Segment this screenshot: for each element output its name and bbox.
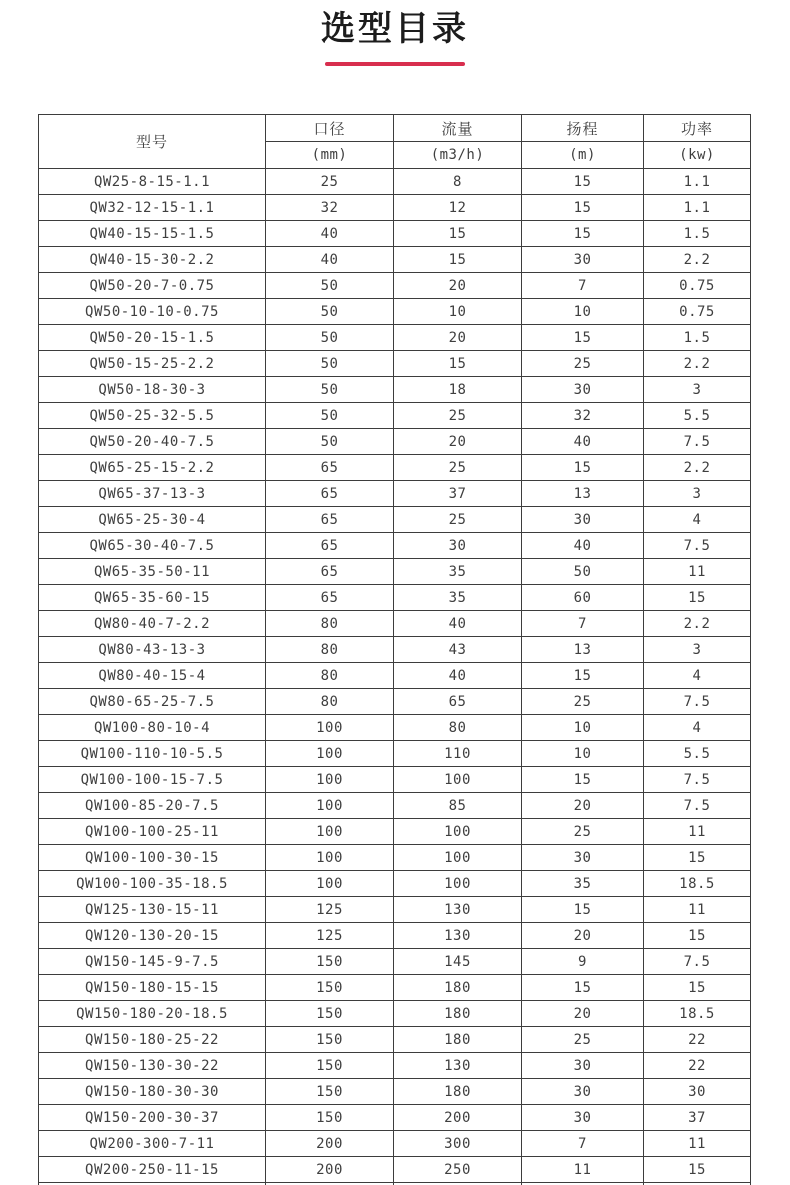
table-row (39, 377, 751, 403)
cell-power: 15 (644, 975, 751, 1001)
cell-head: 9 (522, 949, 644, 975)
cell-flow: 25 (394, 455, 522, 481)
cell-head: 60 (522, 585, 644, 611)
cell-power: 7.5 (644, 533, 751, 559)
cell-flow: 20 (394, 273, 522, 299)
cell-flow: 35 (394, 585, 522, 611)
cell-power: 7.5 (644, 429, 751, 455)
table-row (39, 1157, 751, 1183)
column-header-flow: 流量 (394, 115, 522, 142)
table-row (39, 663, 751, 689)
cell-head: 30 (522, 377, 644, 403)
cell-head: 10 (522, 741, 644, 767)
cell-diameter: 150 (266, 1105, 394, 1131)
table-body (39, 169, 751, 1185)
cell-flow: 35 (394, 559, 522, 585)
cell-flow: 8 (394, 169, 522, 195)
table-row (39, 975, 751, 1001)
cell-flow: 85 (394, 793, 522, 819)
cell-model: QW150-180-30-30 (39, 1079, 266, 1105)
cell-model: QW50-18-30-3 (39, 377, 266, 403)
table-row (39, 897, 751, 923)
cell-model: QW50-25-32-5.5 (39, 403, 266, 429)
table-row (39, 741, 751, 767)
table-row (39, 481, 751, 507)
cell-power: 2.2 (644, 247, 751, 273)
cell-head: 25 (522, 351, 644, 377)
cell-head: 30 (522, 1105, 644, 1131)
cell-model: QW50-20-40-7.5 (39, 429, 266, 455)
cell-power: 1.1 (644, 169, 751, 195)
cell-model: QW50-15-25-2.2 (39, 351, 266, 377)
cell-power: 3 (644, 637, 751, 663)
selection-table (38, 114, 751, 1185)
cell-diameter: 200 (266, 1131, 394, 1157)
cell-model: QW100-110-10-5.5 (39, 741, 266, 767)
cell-diameter: 65 (266, 481, 394, 507)
cell-flow: 180 (394, 975, 522, 1001)
cell-power: 2.2 (644, 611, 751, 637)
cell-model: QW100-100-15-7.5 (39, 767, 266, 793)
cell-head: 25 (522, 689, 644, 715)
cell-flow: 200 (394, 1105, 522, 1131)
cell-diameter: 125 (266, 897, 394, 923)
cell-flow: 15 (394, 247, 522, 273)
cell-model: QW50-10-10-0.75 (39, 299, 266, 325)
cell-power: 15 (644, 923, 751, 949)
cell-flow: 130 (394, 923, 522, 949)
cell-model: QW65-37-13-3 (39, 481, 266, 507)
cell-flow: 40 (394, 663, 522, 689)
cell-head: 30 (522, 1079, 644, 1105)
cell-head: 15 (522, 221, 644, 247)
cell-head: 15 (522, 195, 644, 221)
cell-power: 11 (644, 1131, 751, 1157)
cell-head: 20 (522, 923, 644, 949)
table-header (39, 115, 751, 169)
cell-diameter: 80 (266, 611, 394, 637)
cell-flow: 65 (394, 689, 522, 715)
cell-head: 15 (522, 897, 644, 923)
cell-flow: 20 (394, 325, 522, 351)
cell-power: 2.2 (644, 455, 751, 481)
table-row (39, 611, 751, 637)
table-row (39, 1053, 751, 1079)
cell-diameter: 65 (266, 559, 394, 585)
cell-flow: 25 (394, 507, 522, 533)
cell-diameter: 150 (266, 1079, 394, 1105)
cell-diameter: 100 (266, 767, 394, 793)
cell-model: QW150-130-30-22 (39, 1053, 266, 1079)
cell-power: 22 (644, 1027, 751, 1053)
table-row (39, 1131, 751, 1157)
cell-flow: 43 (394, 637, 522, 663)
table-row (39, 403, 751, 429)
cell-head: 13 (522, 481, 644, 507)
cell-head: 15 (522, 975, 644, 1001)
cell-diameter: 150 (266, 1053, 394, 1079)
cell-model: QW80-43-13-3 (39, 637, 266, 663)
cell-diameter: 50 (266, 351, 394, 377)
table-row (39, 637, 751, 663)
cell-diameter: 80 (266, 637, 394, 663)
cell-diameter: 50 (266, 325, 394, 351)
cell-model: QW150-145-9-7.5 (39, 949, 266, 975)
table-row (39, 767, 751, 793)
cell-diameter: 100 (266, 715, 394, 741)
table-row (39, 247, 751, 273)
header-row-labels (39, 115, 751, 142)
cell-flow: 300 (394, 1131, 522, 1157)
cell-model: QW40-15-30-2.2 (39, 247, 266, 273)
cell-model: QW100-100-25-11 (39, 819, 266, 845)
cell-diameter: 100 (266, 819, 394, 845)
cell-head: 35 (522, 871, 644, 897)
cell-diameter: 25 (266, 169, 394, 195)
cell-diameter: 150 (266, 949, 394, 975)
cell-model: QW200-250-11-15 (39, 1157, 266, 1183)
cell-flow: 100 (394, 767, 522, 793)
cell-diameter: 80 (266, 689, 394, 715)
table-row (39, 533, 751, 559)
cell-flow: 30 (394, 533, 522, 559)
cell-diameter: 40 (266, 221, 394, 247)
cell-power: 2.2 (644, 351, 751, 377)
cell-flow: 80 (394, 715, 522, 741)
cell-flow: 180 (394, 1027, 522, 1053)
table-row (39, 455, 751, 481)
page-title: 选型目录 (321, 9, 469, 49)
cell-diameter: 40 (266, 247, 394, 273)
cell-power: 1.5 (644, 221, 751, 247)
cell-model: QW100-100-30-15 (39, 845, 266, 871)
cell-power: 11 (644, 819, 751, 845)
cell-head: 11 (522, 1157, 644, 1183)
cell-diameter: 100 (266, 741, 394, 767)
cell-model: QW100-85-20-7.5 (39, 793, 266, 819)
cell-flow: 40 (394, 611, 522, 637)
cell-diameter: 65 (266, 585, 394, 611)
cell-flow: 15 (394, 221, 522, 247)
cell-flow: 18 (394, 377, 522, 403)
cell-power: 7.5 (644, 949, 751, 975)
cell-model: QW50-20-7-0.75 (39, 273, 266, 299)
cell-power: 11 (644, 559, 751, 585)
cell-model: QW65-25-30-4 (39, 507, 266, 533)
table-row (39, 429, 751, 455)
title-divider (325, 62, 465, 66)
cell-diameter: 50 (266, 429, 394, 455)
cell-model: QW65-30-40-7.5 (39, 533, 266, 559)
table-row (39, 1001, 751, 1027)
cell-diameter: 100 (266, 793, 394, 819)
cell-power: 18.5 (644, 1001, 751, 1027)
cell-model: QW125-130-15-11 (39, 897, 266, 923)
table-row (39, 871, 751, 897)
cell-model: QW150-180-25-22 (39, 1027, 266, 1053)
cell-head: 15 (522, 325, 644, 351)
cell-head: 7 (522, 273, 644, 299)
table-row (39, 169, 751, 195)
table-row (39, 1105, 751, 1131)
cell-diameter: 50 (266, 377, 394, 403)
cell-head: 15 (522, 455, 644, 481)
cell-model: QW65-25-15-2.2 (39, 455, 266, 481)
cell-head: 15 (522, 169, 644, 195)
table-row (39, 1027, 751, 1053)
cell-model: QW32-12-15-1.1 (39, 195, 266, 221)
cell-head: 30 (522, 247, 644, 273)
cell-flow: 20 (394, 429, 522, 455)
column-unit-diameter: (mm) (266, 142, 394, 169)
cell-diameter: 65 (266, 533, 394, 559)
cell-head: 30 (522, 845, 644, 871)
table-row (39, 559, 751, 585)
cell-head: 20 (522, 1001, 644, 1027)
table-row (39, 845, 751, 871)
cell-flow: 100 (394, 871, 522, 897)
cell-power: 1.1 (644, 195, 751, 221)
cell-head: 7 (522, 1131, 644, 1157)
cell-head: 40 (522, 533, 644, 559)
cell-head: 10 (522, 299, 644, 325)
cell-power: 4 (644, 663, 751, 689)
cell-model: QW40-15-15-1.5 (39, 221, 266, 247)
cell-model: QW80-40-7-2.2 (39, 611, 266, 637)
column-header-power: 功率 (644, 115, 751, 142)
cell-flow: 12 (394, 195, 522, 221)
cell-flow: 180 (394, 1079, 522, 1105)
cell-model: QW150-180-15-15 (39, 975, 266, 1001)
cell-power: 11 (644, 897, 751, 923)
column-unit-head: (m) (522, 142, 644, 169)
table-row (39, 273, 751, 299)
table-row (39, 1079, 751, 1105)
cell-head: 40 (522, 429, 644, 455)
table-row (39, 195, 751, 221)
cell-head: 15 (522, 767, 644, 793)
cell-model: QW65-35-50-11 (39, 559, 266, 585)
cell-power: 5.5 (644, 403, 751, 429)
cell-diameter: 100 (266, 845, 394, 871)
cell-flow: 180 (394, 1001, 522, 1027)
cell-model: QW80-65-25-7.5 (39, 689, 266, 715)
cell-power: 4 (644, 715, 751, 741)
table-row (39, 221, 751, 247)
column-unit-flow: (m3/h) (394, 142, 522, 169)
cell-head: 13 (522, 637, 644, 663)
cell-power: 37 (644, 1105, 751, 1131)
cell-diameter: 50 (266, 403, 394, 429)
cell-head: 30 (522, 507, 644, 533)
cell-flow: 130 (394, 897, 522, 923)
cell-diameter: 200 (266, 1157, 394, 1183)
table-row (39, 585, 751, 611)
cell-model: QW25-8-15-1.1 (39, 169, 266, 195)
cell-head: 25 (522, 1027, 644, 1053)
cell-diameter: 65 (266, 507, 394, 533)
column-unit-power: (kw) (644, 142, 751, 169)
table-row (39, 923, 751, 949)
cell-model: QW50-20-15-1.5 (39, 325, 266, 351)
cell-model: QW100-80-10-4 (39, 715, 266, 741)
cell-model: QW80-40-15-4 (39, 663, 266, 689)
cell-power: 5.5 (644, 741, 751, 767)
cell-head: 20 (522, 793, 644, 819)
cell-power: 15 (644, 1157, 751, 1183)
cell-head: 32 (522, 403, 644, 429)
cell-diameter: 150 (266, 1027, 394, 1053)
cell-power: 15 (644, 585, 751, 611)
cell-power: 0.75 (644, 273, 751, 299)
table-row (39, 689, 751, 715)
table-row (39, 793, 751, 819)
table-row (39, 715, 751, 741)
cell-flow: 10 (394, 299, 522, 325)
cell-power: 4 (644, 507, 751, 533)
cell-diameter: 80 (266, 663, 394, 689)
cell-model: QW100-100-35-18.5 (39, 871, 266, 897)
cell-head: 10 (522, 715, 644, 741)
cell-flow: 25 (394, 403, 522, 429)
cell-head: 15 (522, 663, 644, 689)
cell-model: QW65-35-60-15 (39, 585, 266, 611)
cell-head: 30 (522, 1053, 644, 1079)
cell-diameter: 50 (266, 299, 394, 325)
cell-model: QW200-300-7-11 (39, 1131, 266, 1157)
table-row (39, 819, 751, 845)
cell-model: QW120-130-20-15 (39, 923, 266, 949)
cell-power: 7.5 (644, 689, 751, 715)
cell-power: 1.5 (644, 325, 751, 351)
table-row (39, 351, 751, 377)
cell-diameter: 50 (266, 273, 394, 299)
column-header-diameter: 口径 (266, 115, 394, 142)
cell-flow: 15 (394, 351, 522, 377)
cell-flow: 100 (394, 845, 522, 871)
cell-diameter: 65 (266, 455, 394, 481)
table-row (39, 949, 751, 975)
cell-head: 25 (522, 819, 644, 845)
cell-power: 15 (644, 845, 751, 871)
cell-diameter: 150 (266, 1001, 394, 1027)
cell-power: 3 (644, 377, 751, 403)
cell-flow: 100 (394, 819, 522, 845)
cell-power: 7.5 (644, 767, 751, 793)
cell-power: 3 (644, 481, 751, 507)
cell-head: 7 (522, 611, 644, 637)
column-header-model: 型号 (39, 115, 266, 169)
cell-flow: 130 (394, 1053, 522, 1079)
table-row (39, 325, 751, 351)
cell-power: 18.5 (644, 871, 751, 897)
cell-flow: 110 (394, 741, 522, 767)
column-header-head: 扬程 (522, 115, 644, 142)
cell-power: 7.5 (644, 793, 751, 819)
cell-power: 22 (644, 1053, 751, 1079)
table-row (39, 507, 751, 533)
cell-power: 0.75 (644, 299, 751, 325)
cell-diameter: 100 (266, 871, 394, 897)
cell-diameter: 32 (266, 195, 394, 221)
table-row (39, 299, 751, 325)
cell-head: 50 (522, 559, 644, 585)
cell-flow: 37 (394, 481, 522, 507)
cell-flow: 250 (394, 1157, 522, 1183)
cell-diameter: 150 (266, 975, 394, 1001)
cell-model: QW150-200-30-37 (39, 1105, 266, 1131)
cell-power: 30 (644, 1079, 751, 1105)
cell-flow: 145 (394, 949, 522, 975)
cell-model: QW150-180-20-18.5 (39, 1001, 266, 1027)
cell-diameter: 125 (266, 923, 394, 949)
